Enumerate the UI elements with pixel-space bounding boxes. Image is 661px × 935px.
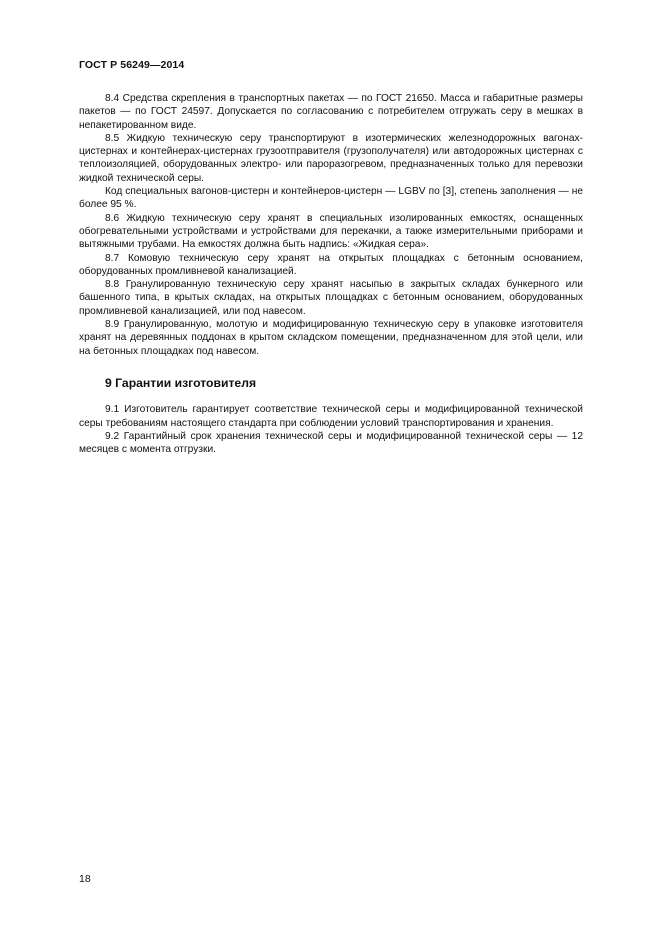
paragraph-8-4: 8.4 Средства скрепления в транспортных пакетах — по ГОСТ 21650. Масса и габаритные размеры пакетов — по ГОСТ 24597. Допускается по согласованию с потребителем отгружать серу в мешках в непакетированном виде. xyxy=(79,93,583,131)
paragraph-8-8: 8.8 Гранулированную техническую серу хранят насыпью в закрытых складах бункерного или башенного типа, в крытых складах, на открытых площадках с бетонным основанием, оборудованных промливневой канализацией, или под навесом. xyxy=(79,279,583,317)
page-number: 18 xyxy=(79,873,91,885)
paragraph-8-9: 8.9 Гранулированную, молотую и модифицированную техническую серу в упаковке изготовителя хранят на деревянных поддонах в крытом складском помещении, предназначенном для этой цели, или на бетонных площадках под навесом. xyxy=(79,319,583,357)
paragraph-8-7: 8.7 Комовую техническую серу хранят на открытых площадках с бетонным основанием, оборудованных промливневой канализацией. xyxy=(79,252,583,277)
document-header-id: ГОСТ Р 56249—2014 xyxy=(79,59,185,71)
paragraph-8-6: 8.6 Жидкую техническую серу хранят в специальных изолированных емкостях, оснащенных обогревательными устройствами и устройствами для перекачки, а также измерительными приборами и вытяжными трубами. На емкостях должна быть надпись: «Жидкая сера». xyxy=(79,212,583,251)
paragraph-9-1: 9.1 Изготовитель гарантирует соответствие технической серы и модифицированной технической серы требованиям настоящего стандарта при соблюдении условий транспортирования и хранения. xyxy=(79,404,583,429)
paragraph-tank-code: Код специальных вагонов-цистерн и контейнеров-цистерн — LGBV по [3], степень заполнения — не более 95 %. xyxy=(79,186,583,211)
paragraph-8-5: 8.5 Жидкую техническую серу транспортируют в изотермических железнодорожных вагонах-цистернах и контейнерах-цистернах грузоотправителя (грузополучателя) или автодорожных цистернах с теплоизоляцией, оборудованных электро- или пароразогревом, предназначенных только для перевозки жидкой технической серы. xyxy=(79,132,583,184)
paragraph-9-2: 9.2 Гарантийный срок хранения технической серы и модифицированной технической серы — 12 месяцев с момента отгрузки. xyxy=(79,430,583,456)
page-content xyxy=(79,92,583,456)
section-9-title: 9 Гарантии изготовителя xyxy=(105,375,257,390)
